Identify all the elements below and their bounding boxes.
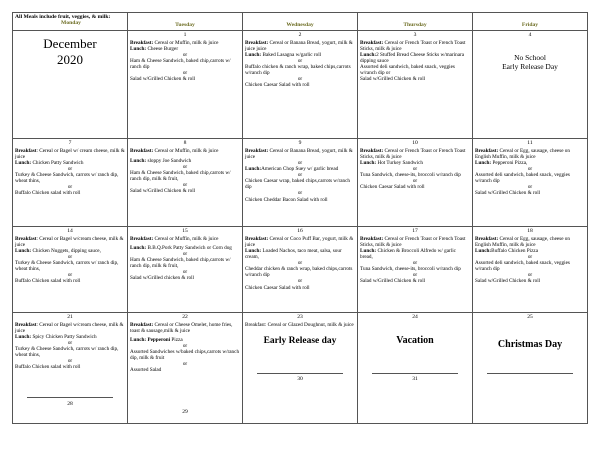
or-separator: or (527, 253, 533, 260)
day-cell (358, 313, 473, 424)
breakfast-text: : Cereal or Bagel w/ cream cheese, milk & juice (15, 147, 125, 160)
or-separator: or (297, 57, 303, 64)
day-number: 7 (68, 140, 72, 146)
week-row-1 (13, 31, 588, 139)
day-cell (243, 31, 358, 139)
or-separator: or (182, 70, 188, 77)
lunch-option-1: Assorted deli sandwich, baked snack, veggies w/ranch dip (475, 260, 570, 273)
lunch-label: Lunch: (245, 165, 262, 172)
or-separator: or (527, 184, 533, 191)
day-number: 21 (67, 314, 73, 320)
lunch-option-1: Ham & Cheese Sandwich, baked chip,carrots w/ ranch dip, milk & fruit, (130, 256, 231, 270)
day-cell (13, 227, 128, 313)
day-cell (13, 139, 128, 227)
day-number: 18 (527, 228, 533, 234)
or-separator: or (182, 342, 188, 349)
or-separator: or (297, 172, 303, 179)
lunch-text: American Chop Suey w/ garlic bread (261, 165, 339, 172)
lunch-text: Cheese Burger (146, 45, 179, 52)
day-number: 23 (297, 314, 303, 320)
day-number: 10 (412, 140, 418, 146)
day-cell (243, 139, 358, 227)
lunch-option-2: Salad w/Grilled Chicken & roll (360, 76, 426, 83)
or-separator: or (182, 250, 188, 257)
divider-line (372, 373, 458, 374)
lunch-label: Lunch: (130, 157, 147, 164)
lunch-option-2: Salad w/Grilled Chicken & roll (360, 278, 426, 285)
day-number: 16 (297, 228, 303, 234)
breakfast-text: Cereal or French Toast or French Toast Sticks, milk & juice (360, 39, 466, 52)
menu-calendar (12, 12, 588, 424)
lunch-option-2: Salad w/Grilled Chicken & roll (130, 188, 196, 195)
week-row-2 (13, 139, 588, 227)
lunch-label: Lunch: (360, 159, 377, 166)
lunch-label: Lunch: (475, 159, 492, 166)
day-cell (358, 227, 473, 313)
month-name: December (43, 36, 97, 51)
lunch-option-2: Buffalo Chicken salad with roll (15, 190, 81, 197)
lunch-option-2: Salad w/Grilled chicken & roll (130, 275, 194, 282)
lunch-option-2: Chicken Caesar Salad with roll (245, 82, 310, 89)
or-separator: or (297, 260, 303, 267)
day-number: 8 (183, 140, 187, 146)
day-cell (128, 31, 243, 139)
day-number: 11 (527, 140, 533, 146)
lunch-text: Chicken Patty Sandwich (31, 159, 84, 166)
lunch-option-1: Assorted Sandwiches w/baked chips,carrots w/ranch dip, milk & fruit (130, 349, 240, 362)
breakfast-label: Breakfast: (130, 39, 154, 46)
or-separator: or (182, 51, 188, 58)
or-separator: or (67, 272, 73, 279)
lunch-label: Lunch: (360, 51, 377, 58)
or-separator: or (527, 165, 533, 172)
breakfast-label: Breakfast (15, 147, 37, 154)
breakfast-label: Breakfast: (245, 147, 269, 154)
breakfast-text: Cereal or French Toast or French Toast Sticks, milk & juice (360, 147, 466, 160)
lunch-label: Lunch: (475, 247, 492, 254)
breakfast-label: Breakfast: (245, 235, 269, 242)
day-label-friday: Friday (473, 13, 588, 31)
breakfast-text: Cereal or Muffin, milk & juice (153, 235, 219, 242)
day-number-30: 30 (297, 376, 303, 382)
day-number: 1 (183, 32, 187, 38)
lunch-text: Chicken & Broccoli Alfredo w/ garlic bread, (360, 247, 456, 260)
breakfast-label: Breakfast: (130, 147, 154, 154)
lunch-option-1: Assorted deli sandwich, baked snack, veggies w/ranch dip (475, 172, 570, 185)
or-separator: or (412, 165, 418, 172)
or-separator: or (412, 260, 418, 267)
breakfast-text: : Cereal or Bagel w/cream cheese, milk & juice (15, 321, 124, 334)
vacation-event: Vacation (396, 334, 434, 346)
breakfast-label: Breakfast: (245, 39, 269, 46)
week-row-4 (13, 313, 588, 424)
breakfast-label: Breakfast: (130, 235, 154, 242)
day-label-tuesday: Tuesday (128, 13, 243, 31)
day-number: 15 (182, 228, 188, 234)
or-separator: or (527, 272, 533, 279)
breakfast-label: Breakfast: (360, 235, 384, 242)
breakfast-text: Cereal or Banana Bread, yogurt, milk & juice juice (245, 39, 353, 52)
breakfast-text: Cereal or Banana Bread, yogurt, milk & juice (245, 147, 353, 160)
breakfast-text: Cereal or Muffin, milk & juice (153, 147, 219, 154)
breakfast-label: Breakfast: (360, 39, 384, 46)
lunch-option-1: Tuna Sandwich, cheese-its, broccoli w/ranch dip (360, 172, 461, 179)
early-release-event: Early Release day (263, 335, 337, 346)
breakfast-text: Cereal or Cheese Omelet, home fries, toast & sausage,milk & juice (130, 321, 233, 334)
lunch-option-1: Chicken Caesar wrap, baked chips,carrots w/ranch dip (245, 178, 351, 191)
lunch-option-1: Cheddar chicken & ranch wrap, baked chips,carrots w/ranch dip (245, 266, 353, 279)
header-monday (13, 13, 128, 31)
no-school-text: No School (514, 52, 546, 62)
lunch-option-2: Buffalo Chicken salad with roll (15, 364, 81, 371)
lunch-text: Spicy Chicken Patty Sandwich (31, 333, 97, 340)
day-label-wednesday: Wednesday (243, 13, 358, 31)
lunch-option-1: Turkey & Cheese Sandwich, carrots w/ ranch dip, wheat thins, (15, 346, 119, 359)
or-separator: or (297, 278, 303, 285)
lunch-text: Pepperoni Pizza, (491, 159, 528, 166)
lunch-text: Loaded Nachos, taco meat, salsa, sour cream, (245, 247, 342, 260)
lunch-label: Lunch: (130, 244, 147, 251)
or-separator: or (67, 253, 73, 260)
lunch-label: Lunch: (245, 247, 262, 254)
lunch-option-2: Chicken Caesar Salad with roll (360, 184, 425, 191)
or-separator: or (412, 178, 418, 185)
or-separator: or (182, 182, 188, 189)
lunch-option-2: Salad w/Grilled Chicken & roll (130, 76, 196, 83)
day-cell (358, 31, 473, 139)
header-row (13, 13, 588, 31)
lunch-text: Baked Lasagna w/garlic roll (261, 51, 322, 58)
lunch-text: Buffalo Chicken Pizza (491, 247, 539, 254)
day-number: 9 (298, 140, 302, 146)
early-release-text: Early Release Day (502, 62, 558, 72)
breakfast-text: Cereal or Egg, sausage, cheese on English Muffin, milk & juice (475, 235, 570, 248)
lunch-option-1: Turkey & Cheese Sandwich, carrots w/ ranch dip, wheat thins, (15, 260, 119, 273)
lunch-label: Lunch: Pepperoni (130, 336, 171, 343)
lunch-text: Chicken Nuggets, dipping sauce, (31, 247, 101, 254)
month-title (15, 36, 125, 69)
week-row-3 (13, 227, 588, 313)
day-number: 25 (527, 314, 533, 320)
or-separator: or (182, 163, 188, 170)
lunch-label: Lunch: (245, 51, 262, 58)
or-separator: or (67, 165, 73, 172)
day-label-monday: Monday (61, 20, 81, 26)
breakfast-text: Cereal or Coco Puff Bar, yogurt, milk & juice (245, 235, 354, 248)
lunch-text: 2 Stuffed Bread Cheese Sticks w/marinara dipping sauce (360, 51, 465, 64)
day-number: 3 (413, 32, 417, 38)
day-label-thursday: Thursday (358, 13, 473, 31)
lunch-label: Lunch: (15, 247, 32, 254)
breakfast-label: Breakfast (15, 321, 37, 328)
divider-line (487, 373, 573, 374)
day-cell (128, 227, 243, 313)
breakfast-label: Breakfast: (475, 147, 499, 154)
lunch-option-2: Chicken Caesar Salad with roll (245, 284, 310, 291)
day-number-31: 31 (412, 376, 418, 382)
day-number: 4 (528, 32, 532, 38)
no-school-notice (475, 53, 585, 73)
breakfast-text: Cereal or French Toast or French Toast Sticks, milk & juice (360, 235, 466, 248)
lunch-label: Lunch: (360, 247, 377, 254)
lunch-text: Hot Turkey Sandwich (376, 159, 423, 166)
day-cell (358, 139, 473, 227)
breakfast-text: Breakfast: Cereal or Glazed Doughnut, milk & juice (245, 321, 354, 328)
christmas-event: Christmas Day (497, 338, 563, 350)
day-number-29: 29 (182, 409, 188, 415)
lunch-option-1: Tuna Sandwich, cheese-its, broccoli w/ranch dip (360, 266, 461, 273)
lunch-option-1: Ham & Cheese Sandwich, baked chip,carrots w/ ranch dip, milk & fruit, (130, 169, 231, 183)
or-separator: or (412, 272, 418, 279)
or-separator: or (182, 361, 188, 368)
breakfast-label: Breakfast (15, 235, 37, 242)
day-number-28: 28 (67, 401, 73, 407)
lunch-option-1: Turkey & Cheese Sandwich, carrots w/ ranch dip, wheat thins, (15, 172, 119, 185)
day-cell (243, 313, 358, 424)
day-cell (473, 313, 588, 424)
lunch-option-1: Ham & Cheese Sandwich, baked chip,carrots w/ ranch dip (130, 57, 231, 71)
day-cell (128, 139, 243, 227)
lunch-option-2: Buffalo Chicken salad with roll (15, 278, 81, 285)
or-separator: or (67, 184, 73, 191)
day-number: 2 (298, 32, 302, 38)
lunch-label: Lunch: (15, 333, 32, 340)
lunch-option-1: Buffalo chicken & ranch wrap, baked chips,carrots w/ranch dip (245, 64, 351, 77)
or-separator: or (297, 76, 303, 83)
day-cell (243, 227, 358, 313)
lunch-option-2: Assorted Salad (130, 367, 162, 374)
year: 2020 (57, 52, 83, 68)
day-cell (13, 313, 128, 424)
breakfast-label: Breakfast: (360, 147, 384, 154)
lunch-option-2: Salad w/Grilled Chicken & roll (475, 190, 541, 197)
lunch-text: B.B.Q.Pork Patty Sandwich or Corn dog (146, 244, 232, 251)
lunch-text: sloppy Joe Sandwich (146, 157, 192, 164)
day-number: 22 (182, 314, 188, 320)
day-cell (473, 139, 588, 227)
lunch-label: Lunch: (15, 159, 32, 166)
breakfast-label: Breakfast: (130, 321, 154, 328)
lunch-text: Pizza (170, 336, 183, 343)
or-separator: or (67, 358, 73, 365)
month-cell (13, 31, 128, 139)
lunch-label: Lunch: (130, 45, 147, 52)
day-cell (473, 31, 588, 139)
divider-line (27, 397, 113, 398)
or-separator: or (297, 190, 303, 197)
breakfast-text: Cereal or Egg, sausage, cheese on English Muffin, milk & juice (475, 147, 570, 160)
divider-line (257, 373, 343, 374)
all-meals-note: All Meals include fruit, veggies, & milk: (15, 14, 111, 20)
day-cell (473, 227, 588, 313)
or-separator: or (67, 339, 73, 346)
breakfast-text: Cereal or Muffin, milk & juice (153, 39, 219, 46)
lunch-option-2: Salad w/Grilled Chicken & roll (475, 278, 541, 285)
lunch-option-1: Assorted deli sandwich, baked snack, veggies w/ranch dip or (360, 64, 455, 77)
breakfast-label: Breakfast: (475, 235, 499, 242)
day-cell (128, 313, 243, 424)
day-number: 24 (412, 314, 418, 320)
or-separator: or (297, 159, 303, 166)
or-separator: or (182, 269, 188, 276)
lunch-option-2: Chicken Cheddar Bacon Salad with roll (245, 196, 328, 203)
day-number: 14 (67, 228, 73, 234)
breakfast-text: : Cereal or Bagel w/cream cheese, milk & juice (15, 235, 124, 248)
day-number: 17 (412, 228, 418, 234)
